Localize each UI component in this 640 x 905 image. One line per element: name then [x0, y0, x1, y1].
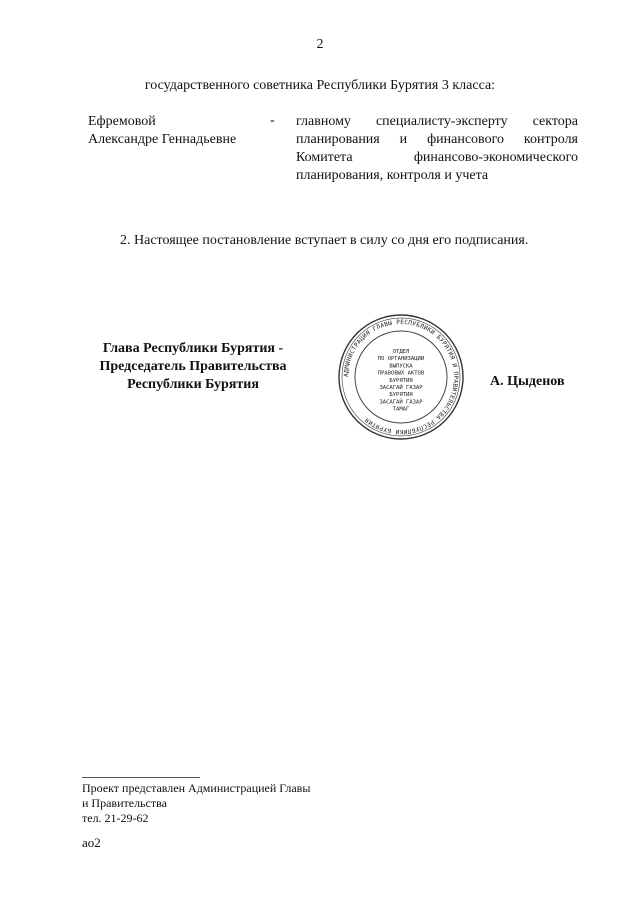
seal-line: ПРАВОВЫХ АКТОВ [377, 370, 425, 377]
footnote-divider [82, 777, 200, 778]
appointee-dash: - [270, 113, 275, 128]
seal-line: ЗАСАГАЙ ГАЗАР [379, 385, 423, 391]
seal-line: ОТДЕЛ [392, 349, 410, 355]
appointee-surname: Ефремовой [88, 114, 156, 129]
rank-line: государственного советника Республики Бурятия 3 класса: [144, 78, 496, 93]
seal-ring-text: АДМИНИСТРАЦИЯ ГЛАВЫ РЕСПУБЛИКИ БУРЯТИЯ И ПРАВИТЕЛЬСТВА РЕСПУБЛИКИ БУРЯТИЯ [342, 318, 460, 436]
page-number: 2 [316, 37, 324, 52]
footnote-line-2: и Правительства [82, 796, 167, 810]
signatory-title-line-3: Республики Бурятия [127, 377, 259, 392]
seal-line: БУРЯТИЯ [389, 377, 413, 384]
appointee-position: главному специалисту-эксперту сектора планирования и финансового контроля Комитета финансово-экономического планирования, контроля и учета [296, 114, 578, 183]
signatory-title [62, 340, 324, 394]
seal-line: ЗАСАГАЙ ГАЗАР [379, 399, 423, 406]
seal-line: ПО ОРГАНИЗАЦИИ [377, 356, 425, 363]
signatory-title-line-2: Председатель Правительства [99, 359, 287, 374]
appointee-name [88, 113, 268, 149]
signatory-name: А. Цыденов [490, 374, 565, 389]
seal-line: ВЫПУСКА [389, 363, 413, 370]
seal-center-lines [378, 349, 425, 413]
footnote-phone: тел. 21-29-62 [82, 811, 149, 825]
footnote [82, 781, 382, 826]
seal-line: ТАМАГ [392, 406, 410, 413]
document-code: ао2 [82, 835, 101, 850]
appointee-given-name: Александре Геннадьевне [88, 132, 237, 147]
seal-line: БУРЯТИЯ [389, 392, 413, 399]
official-seal [337, 313, 465, 441]
signatory-title-line-1: Глава Республики Бурятия - [102, 341, 284, 356]
clause-2: 2. Настоящее постановление вступает в силу со дня его подписания. [120, 233, 529, 248]
footnote-line-1: Проект представлен Администрацией Главы [82, 781, 311, 795]
seal-stamp-icon [337, 313, 465, 441]
